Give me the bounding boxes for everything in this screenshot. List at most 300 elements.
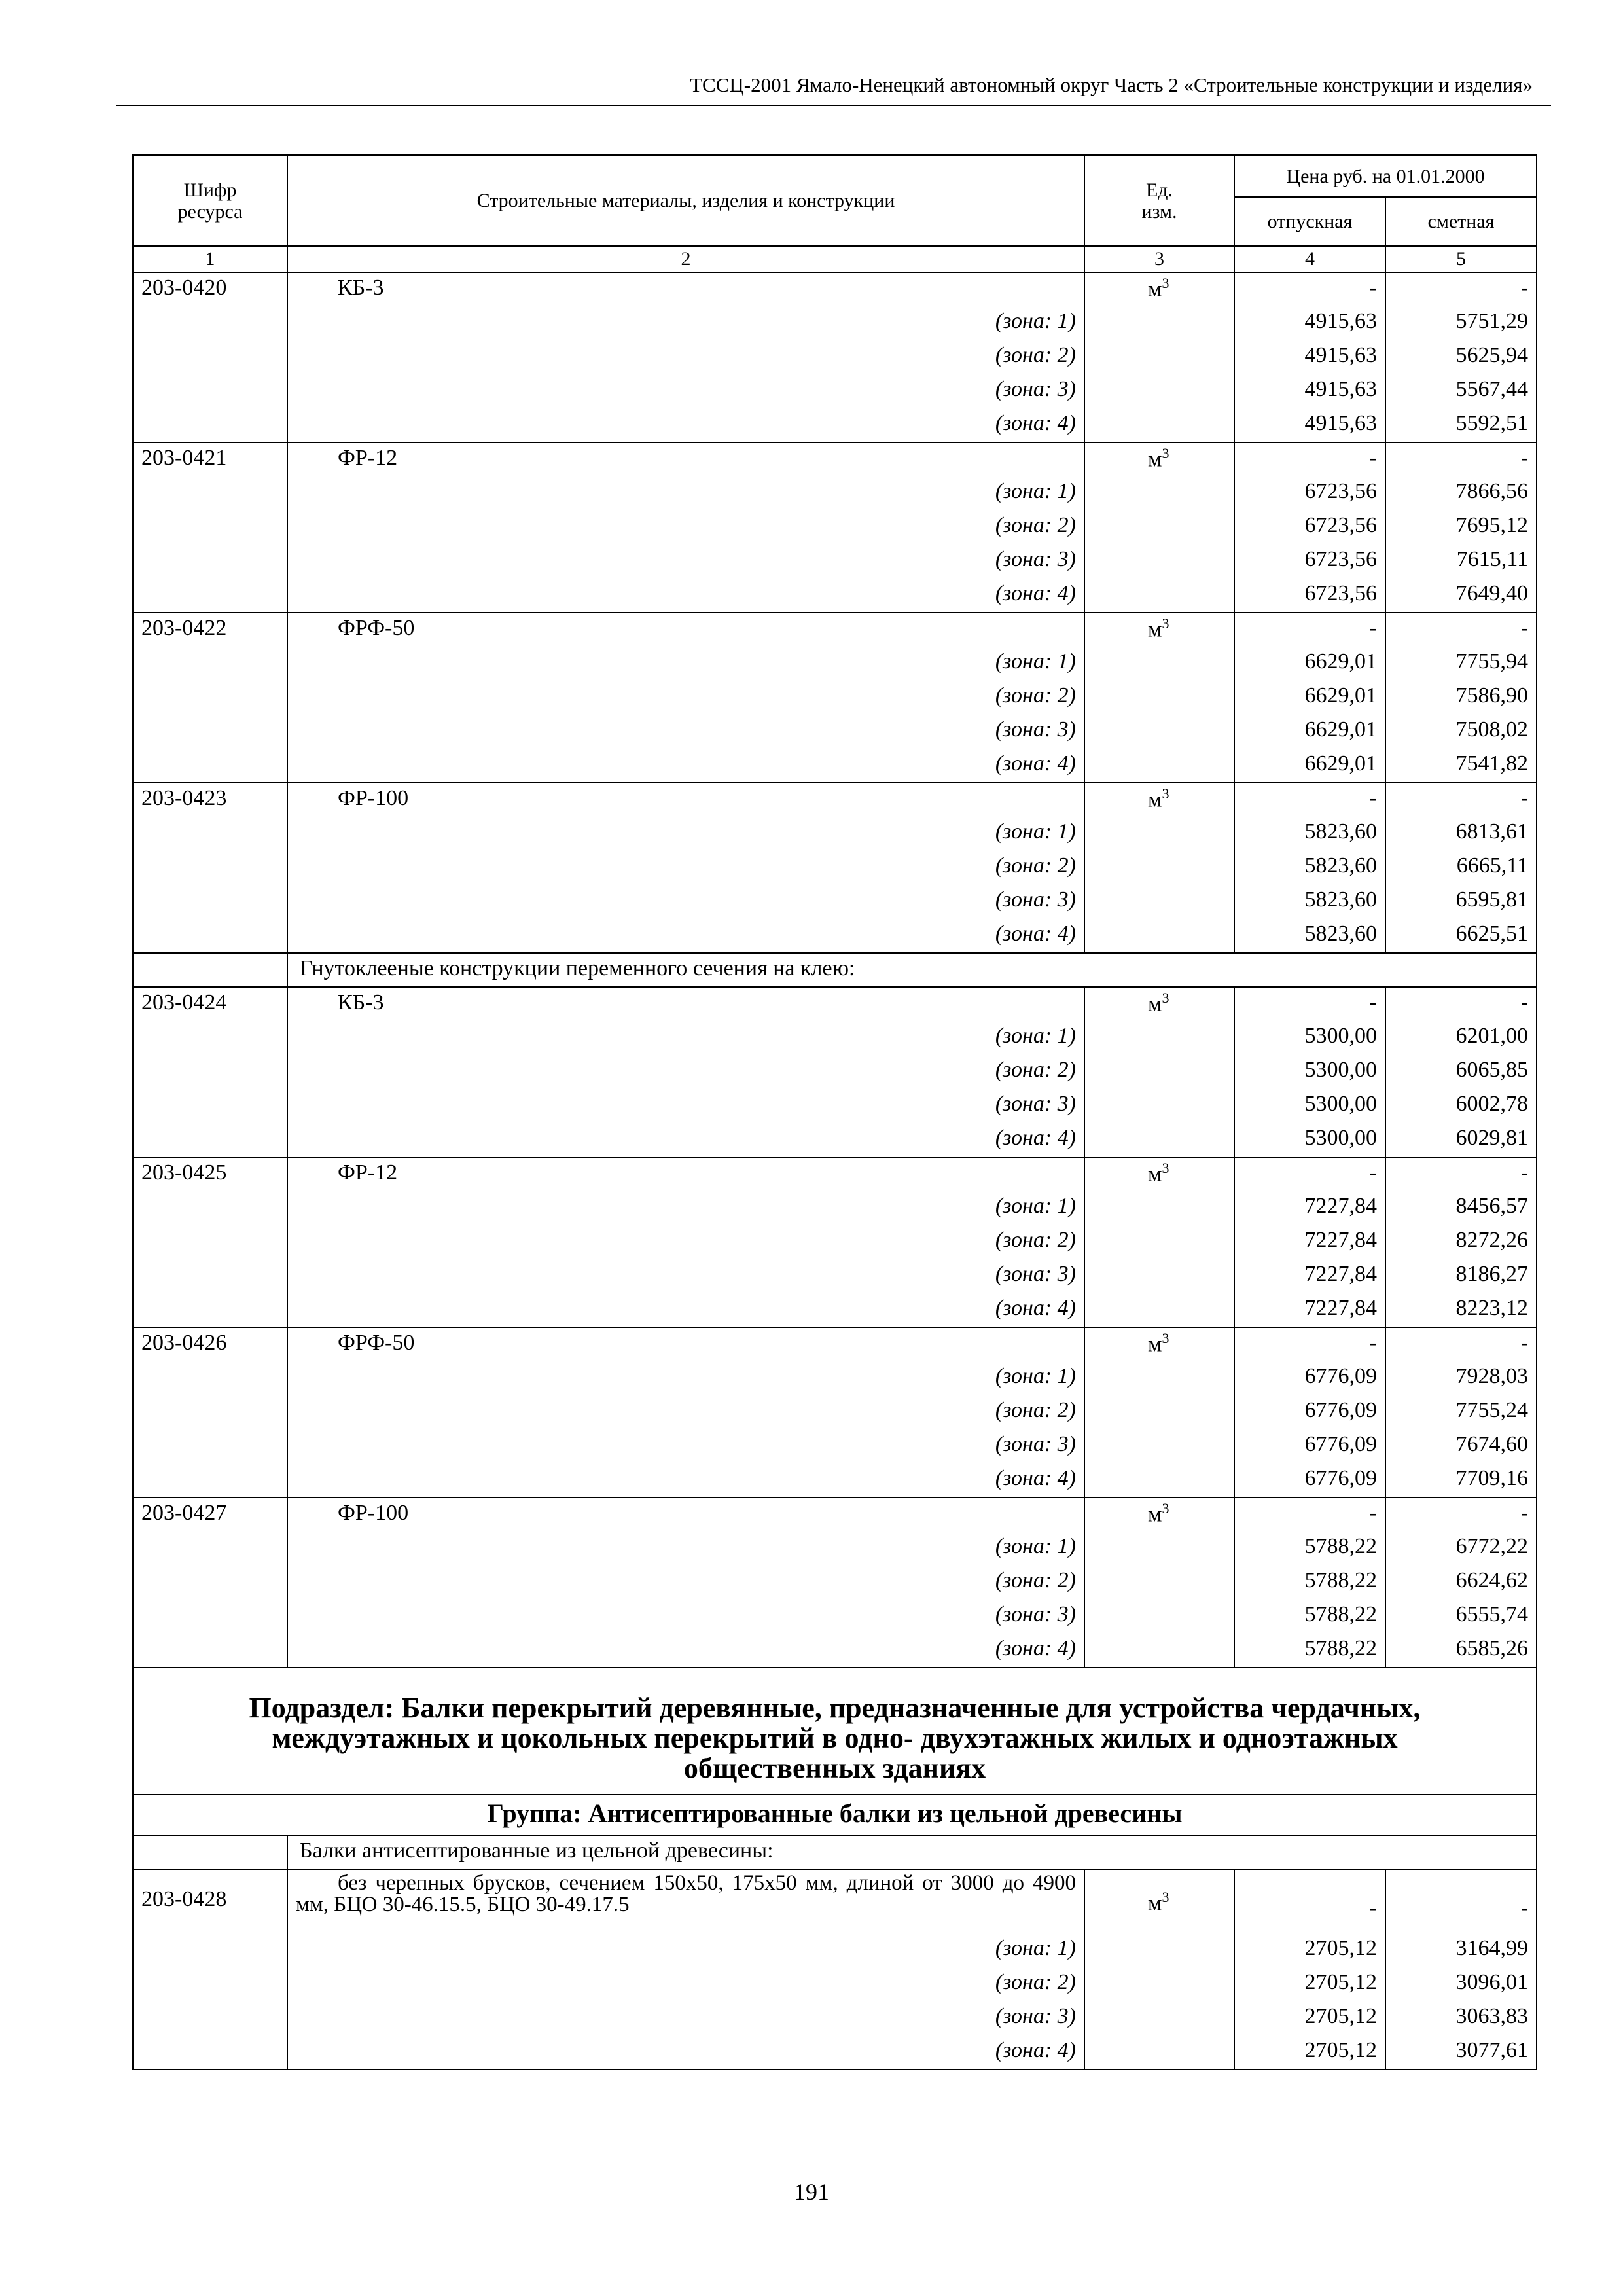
- table-row: [133, 442, 1537, 476]
- unit-cell: [1084, 919, 1234, 953]
- estimate-price: -: [1385, 613, 1537, 647]
- unit-power: 3: [1162, 275, 1169, 291]
- code-cell: [133, 1021, 287, 1055]
- column-number: 1: [133, 246, 287, 272]
- header-name: Строительные материалы, изделия и конструкции: [287, 155, 1084, 246]
- table-row: [133, 579, 1537, 613]
- estimate-price: -: [1385, 1157, 1537, 1191]
- header-unit: Ед. изм.: [1084, 155, 1234, 246]
- code-cell: [133, 1429, 287, 1463]
- table-row: [133, 1259, 1537, 1293]
- resource-code: 203-0423: [133, 783, 287, 817]
- estimate-price: 7866,56: [1385, 476, 1537, 511]
- code-cell: [133, 647, 287, 681]
- estimate-price: 6624,62: [1385, 1566, 1537, 1600]
- unit-power: 3: [1162, 1330, 1169, 1346]
- table-row: [133, 1191, 1537, 1225]
- zone-label: (зона: 2): [287, 1566, 1084, 1600]
- group-title: Группа: Антисептированные балки из цельной древесины: [133, 1795, 1537, 1835]
- code-cell: [133, 1933, 287, 1967]
- release-price: 6723,56: [1234, 545, 1385, 579]
- unit-cell: [1084, 442, 1234, 476]
- zone-label: (зона: 3): [287, 545, 1084, 579]
- unit-cell: [1084, 749, 1234, 783]
- table-row: [133, 408, 1537, 442]
- zone-label: (зона: 1): [287, 817, 1084, 851]
- estimate-price: 8223,12: [1385, 1293, 1537, 1327]
- unit-cell: [1084, 681, 1234, 715]
- resource-code: 203-0426: [133, 1327, 287, 1361]
- unit-cell: [1084, 647, 1234, 681]
- release-price: 5823,60: [1234, 885, 1385, 919]
- code-cell: [133, 1055, 287, 1089]
- zone-label: (зона: 2): [287, 340, 1084, 374]
- code-cell: [133, 340, 287, 374]
- unit-label: м: [1148, 277, 1162, 302]
- zone-label: (зона: 3): [287, 2001, 1084, 2036]
- estimate-price: 3164,99: [1385, 1933, 1537, 1967]
- table-row: [133, 647, 1537, 681]
- table-row: [133, 1225, 1537, 1259]
- table-row: [133, 1123, 1537, 1157]
- section-note: Балки антисептированные из цельной древесины:: [287, 1835, 1537, 1869]
- zone-label: (зона: 1): [287, 647, 1084, 681]
- unit-label: м: [1148, 617, 1162, 642]
- unit-cell: [1084, 340, 1234, 374]
- resource-code: 203-0420: [133, 272, 287, 306]
- resource-name: ФРФ-50: [287, 1327, 1084, 1361]
- estimate-price: 5567,44: [1385, 374, 1537, 408]
- header-code: Шифр ресурса: [133, 155, 287, 246]
- unit-power: 3: [1162, 1500, 1169, 1516]
- release-price: 6629,01: [1234, 647, 1385, 681]
- table-row: [133, 1835, 1537, 1869]
- unit-cell: [1084, 1055, 1234, 1089]
- estimate-price: -: [1385, 272, 1537, 306]
- table-row: [133, 749, 1537, 783]
- table-row: [133, 272, 1537, 306]
- code-cell: [133, 749, 287, 783]
- code-cell: [133, 953, 287, 987]
- unit-power: 3: [1162, 785, 1169, 802]
- unit-cell: [1084, 1259, 1234, 1293]
- release-price: -: [1234, 987, 1385, 1021]
- estimate-price: 3096,01: [1385, 1967, 1537, 2001]
- table-row: [133, 885, 1537, 919]
- price-table: [132, 154, 1537, 2070]
- release-price: 6629,01: [1234, 681, 1385, 715]
- unit-cell: [1084, 1634, 1234, 1668]
- table-row: [133, 817, 1537, 851]
- unit-cell: [1084, 1123, 1234, 1157]
- table-row: [133, 681, 1537, 715]
- estimate-price: -: [1385, 1498, 1537, 1532]
- table-row: [133, 1869, 1537, 1933]
- release-price: 5300,00: [1234, 1089, 1385, 1123]
- table-row: [133, 715, 1537, 749]
- unit-cell: [1084, 1869, 1234, 1933]
- resource-code: 203-0421: [133, 442, 287, 476]
- zone-label: (зона: 4): [287, 1463, 1084, 1498]
- code-cell: [133, 851, 287, 885]
- unit-cell: [1084, 579, 1234, 613]
- unit-cell: [1084, 1021, 1234, 1055]
- estimate-price: 8272,26: [1385, 1225, 1537, 1259]
- unit-cell: [1084, 1463, 1234, 1498]
- table-row: [133, 1089, 1537, 1123]
- release-price: 5788,22: [1234, 1566, 1385, 1600]
- release-price: 5823,60: [1234, 851, 1385, 885]
- unit-cell: [1084, 1395, 1234, 1429]
- table-row: [133, 1055, 1537, 1089]
- release-price: 6723,56: [1234, 476, 1385, 511]
- unit-cell: [1084, 1327, 1234, 1361]
- release-price: 6776,09: [1234, 1463, 1385, 1498]
- release-price: 6776,09: [1234, 1395, 1385, 1429]
- release-price: -: [1234, 1869, 1385, 1933]
- release-price: 5788,22: [1234, 1634, 1385, 1668]
- code-cell: [133, 1835, 287, 1869]
- estimate-price: 7709,16: [1385, 1463, 1537, 1498]
- zone-label: (зона: 4): [287, 919, 1084, 953]
- subsection-title: Подраздел: Балки перекрытий деревянные, предназначенные для устройства чердачных, междуэтажных и цокольных перекрытий в одно- двухэтажных жилых и одноэтажных общественных зданиях: [133, 1668, 1537, 1795]
- release-price: 6723,56: [1234, 579, 1385, 613]
- zone-label: (зона: 4): [287, 749, 1084, 783]
- unit-label: м: [1148, 447, 1162, 472]
- resource-name: КБ-3: [287, 272, 1084, 306]
- unit-label: м: [1148, 1502, 1162, 1527]
- zone-label: (зона: 1): [287, 1191, 1084, 1225]
- estimate-price: -: [1385, 442, 1537, 476]
- resource-code: 203-0425: [133, 1157, 287, 1191]
- zone-label: (зона: 2): [287, 681, 1084, 715]
- zone-label: (зона: 3): [287, 1429, 1084, 1463]
- unit-cell: [1084, 817, 1234, 851]
- release-price: 2705,12: [1234, 2001, 1385, 2036]
- resource-name: ФР-100: [287, 1498, 1084, 1532]
- release-price: 5300,00: [1234, 1021, 1385, 1055]
- release-price: 7227,84: [1234, 1191, 1385, 1225]
- unit-cell: [1084, 885, 1234, 919]
- column-number: 2: [287, 246, 1084, 272]
- table-row: [133, 1429, 1537, 1463]
- release-price: -: [1234, 272, 1385, 306]
- zone-label: (зона: 3): [287, 885, 1084, 919]
- estimate-price: 6002,78: [1385, 1089, 1537, 1123]
- zone-label: (зона: 1): [287, 476, 1084, 511]
- estimate-price: 5592,51: [1385, 408, 1537, 442]
- unit-cell: [1084, 851, 1234, 885]
- release-price: 6629,01: [1234, 749, 1385, 783]
- estimate-price: 7586,90: [1385, 681, 1537, 715]
- zone-label: (зона: 2): [287, 1967, 1084, 2001]
- code-cell: [133, 374, 287, 408]
- code-cell: [133, 1566, 287, 1600]
- table-row: [133, 374, 1537, 408]
- estimate-price: 8186,27: [1385, 1259, 1537, 1293]
- unit-cell: [1084, 374, 1234, 408]
- unit-cell: [1084, 1967, 1234, 2001]
- estimate-price: 6665,11: [1385, 851, 1537, 885]
- resource-name: ФР-12: [287, 442, 1084, 476]
- zone-label: (зона: 3): [287, 1259, 1084, 1293]
- resource-name: ФРФ-50: [287, 613, 1084, 647]
- table-row: [133, 783, 1537, 817]
- resource-code: 203-0427: [133, 1498, 287, 1532]
- unit-label: м: [1148, 1891, 1162, 1916]
- release-price: 5788,22: [1234, 1600, 1385, 1634]
- resource-name: без черепных брусков, сечением 150х50, 175х50 мм, длиной от 3000 до 4900 мм, БЦО 30-46.15.5, БЦО 30-49.17.5: [287, 1869, 1084, 1933]
- unit-power: 3: [1162, 1160, 1169, 1176]
- release-price: -: [1234, 1327, 1385, 1361]
- table-row: [133, 1157, 1537, 1191]
- zone-label: (зона: 2): [287, 1225, 1084, 1259]
- estimate-price: -: [1385, 1327, 1537, 1361]
- header-release-price: отпускная: [1234, 197, 1385, 246]
- table-row: [133, 1566, 1537, 1600]
- code-cell: [133, 715, 287, 749]
- release-price: -: [1234, 1157, 1385, 1191]
- release-price: 5300,00: [1234, 1055, 1385, 1089]
- header-estimate-price: сметная: [1385, 197, 1537, 246]
- resource-code: 203-0428: [133, 1869, 287, 1933]
- estimate-price: 6555,74: [1385, 1600, 1537, 1634]
- unit-power: 3: [1162, 445, 1169, 461]
- unit-label: м: [1148, 787, 1162, 812]
- release-price: 2705,12: [1234, 1967, 1385, 2001]
- unit-cell: [1084, 1089, 1234, 1123]
- table-row: [133, 1293, 1537, 1327]
- code-cell: [133, 885, 287, 919]
- unit-cell: [1084, 306, 1234, 340]
- unit-power: 3: [1162, 990, 1169, 1006]
- estimate-price: 6595,81: [1385, 885, 1537, 919]
- code-cell: [133, 1967, 287, 2001]
- estimate-price: 7695,12: [1385, 511, 1537, 545]
- code-cell: [133, 1089, 287, 1123]
- unit-label: м: [1148, 1162, 1162, 1187]
- estimate-price: 5625,94: [1385, 340, 1537, 374]
- release-price: 5823,60: [1234, 817, 1385, 851]
- code-cell: [133, 476, 287, 511]
- estimate-price: 7649,40: [1385, 579, 1537, 613]
- release-price: -: [1234, 1498, 1385, 1532]
- unit-cell: [1084, 1498, 1234, 1532]
- unit-cell: [1084, 613, 1234, 647]
- estimate-price: -: [1385, 987, 1537, 1021]
- estimate-price: 6813,61: [1385, 817, 1537, 851]
- code-cell: [133, 1361, 287, 1395]
- code-cell: [133, 2001, 287, 2036]
- code-cell: [133, 919, 287, 953]
- column-number: 3: [1084, 246, 1234, 272]
- zone-label: (зона: 2): [287, 1055, 1084, 1089]
- estimate-price: -: [1385, 783, 1537, 817]
- unit-cell: [1084, 1600, 1234, 1634]
- zone-label: (зона: 4): [287, 1123, 1084, 1157]
- table-row: [133, 919, 1537, 953]
- unit-cell: [1084, 1361, 1234, 1395]
- zone-label: (зона: 2): [287, 511, 1084, 545]
- resource-name: ФР-100: [287, 783, 1084, 817]
- unit-cell: [1084, 1293, 1234, 1327]
- unit-cell: [1084, 511, 1234, 545]
- code-cell: [133, 1395, 287, 1429]
- code-cell: [133, 545, 287, 579]
- release-price: 4915,63: [1234, 340, 1385, 374]
- zone-label: (зона: 3): [287, 715, 1084, 749]
- unit-cell: [1084, 408, 1234, 442]
- unit-label: м: [1148, 1332, 1162, 1357]
- zone-label: (зона: 4): [287, 2036, 1084, 2070]
- column-number: 4: [1234, 246, 1385, 272]
- release-price: 5300,00: [1234, 1123, 1385, 1157]
- zone-label: (зона: 4): [287, 1634, 1084, 1668]
- unit-cell: [1084, 987, 1234, 1021]
- unit-cell: [1084, 545, 1234, 579]
- table-row: [133, 2036, 1537, 2070]
- table-row: [133, 306, 1537, 340]
- zone-label: (зона: 3): [287, 1089, 1084, 1123]
- code-cell: [133, 1463, 287, 1498]
- release-price: 6723,56: [1234, 511, 1385, 545]
- code-cell: [133, 817, 287, 851]
- code-cell: [133, 1293, 287, 1327]
- estimate-price: 6029,81: [1385, 1123, 1537, 1157]
- unit-label: м: [1148, 992, 1162, 1016]
- estimate-price: 3063,83: [1385, 2001, 1537, 2036]
- code-cell: [133, 1634, 287, 1668]
- table-row: [133, 1395, 1537, 1429]
- unit-cell: [1084, 1566, 1234, 1600]
- estimate-price: -: [1385, 1869, 1537, 1933]
- zone-label: (зона: 2): [287, 1395, 1084, 1429]
- release-price: 6776,09: [1234, 1429, 1385, 1463]
- unit-power: 3: [1162, 1889, 1169, 1905]
- estimate-price: 3077,61: [1385, 2036, 1537, 2070]
- section-note: Гнутоклееные конструкции переменного сечения на клею:: [287, 953, 1537, 987]
- unit-cell: [1084, 272, 1234, 306]
- zone-label: (зона: 3): [287, 374, 1084, 408]
- unit-cell: [1084, 2001, 1234, 2036]
- estimate-price: 7928,03: [1385, 1361, 1537, 1395]
- release-price: 7227,84: [1234, 1293, 1385, 1327]
- estimate-price: 6585,26: [1385, 1634, 1537, 1668]
- code-cell: [133, 1259, 287, 1293]
- release-price: -: [1234, 442, 1385, 476]
- header-price: Цена руб. на 01.01.2000: [1234, 155, 1537, 197]
- table-row: [133, 1668, 1537, 1795]
- unit-cell: [1084, 1157, 1234, 1191]
- zone-label: (зона: 1): [287, 1532, 1084, 1566]
- zone-label: (зона: 1): [287, 306, 1084, 340]
- unit-cell: [1084, 783, 1234, 817]
- estimate-price: 6625,51: [1385, 919, 1537, 953]
- unit-cell: [1084, 476, 1234, 511]
- table-row: [133, 851, 1537, 885]
- code-cell: [133, 408, 287, 442]
- release-price: 6629,01: [1234, 715, 1385, 749]
- zone-label: (зона: 4): [287, 579, 1084, 613]
- table-row: [133, 1327, 1537, 1361]
- table-row: [133, 1361, 1537, 1395]
- zone-label: (зона: 4): [287, 408, 1084, 442]
- table-row: [133, 545, 1537, 579]
- unit-cell: [1084, 1191, 1234, 1225]
- table-row: [133, 476, 1537, 511]
- release-price: 2705,12: [1234, 1933, 1385, 1967]
- code-cell: [133, 2036, 287, 2070]
- estimate-price: 7755,94: [1385, 647, 1537, 681]
- table-row: [133, 1634, 1537, 1668]
- column-number: 5: [1385, 246, 1537, 272]
- table-row: [133, 1933, 1537, 1967]
- code-cell: [133, 579, 287, 613]
- unit-cell: [1084, 715, 1234, 749]
- release-price: 4915,63: [1234, 374, 1385, 408]
- code-cell: [133, 1123, 287, 1157]
- zone-label: (зона: 3): [287, 1600, 1084, 1634]
- estimate-price: 7615,11: [1385, 545, 1537, 579]
- table-row: [133, 953, 1537, 987]
- zone-label: (зона: 1): [287, 1933, 1084, 1967]
- running-header-title: ТССЦ-2001 Ямало-Ненецкий автономный округ Часть 2 «Строительные конструкции и изделия»: [690, 73, 1533, 96]
- table-row: [133, 1967, 1537, 2001]
- zone-label: (зона: 1): [287, 1021, 1084, 1055]
- table-row: [133, 1795, 1537, 1835]
- release-price: 7227,84: [1234, 1225, 1385, 1259]
- estimate-price: 7508,02: [1385, 715, 1537, 749]
- estimate-price: 7541,82: [1385, 749, 1537, 783]
- page-number: 191: [794, 2179, 829, 2205]
- estimate-price: 6772,22: [1385, 1532, 1537, 1566]
- estimate-price: 6201,00: [1385, 1021, 1537, 1055]
- estimate-price: 7674,60: [1385, 1429, 1537, 1463]
- table-row: [133, 1600, 1537, 1634]
- zone-label: (зона: 2): [287, 851, 1084, 885]
- table-row: [133, 1463, 1537, 1498]
- table-row: [133, 613, 1537, 647]
- code-cell: [133, 1532, 287, 1566]
- unit-cell: [1084, 1225, 1234, 1259]
- estimate-price: 7755,24: [1385, 1395, 1537, 1429]
- unit-cell: [1084, 1532, 1234, 1566]
- unit-cell: [1084, 1429, 1234, 1463]
- release-price: 6776,09: [1234, 1361, 1385, 1395]
- resource-code: 203-0424: [133, 987, 287, 1021]
- table-row: [133, 1498, 1537, 1532]
- table-row: [133, 1532, 1537, 1566]
- release-price: -: [1234, 613, 1385, 647]
- zone-label: (зона: 1): [287, 1361, 1084, 1395]
- code-cell: [133, 1600, 287, 1634]
- table-row: [133, 340, 1537, 374]
- table-row: [133, 511, 1537, 545]
- code-cell: [133, 1191, 287, 1225]
- table-body: [133, 272, 1537, 2070]
- estimate-price: 8456,57: [1385, 1191, 1537, 1225]
- code-cell: [133, 511, 287, 545]
- release-price: 4915,63: [1234, 408, 1385, 442]
- code-cell: [133, 1225, 287, 1259]
- resource-name: КБ-3: [287, 987, 1084, 1021]
- unit-cell: [1084, 2036, 1234, 2070]
- table-row: [133, 1021, 1537, 1055]
- estimate-price: 5751,29: [1385, 306, 1537, 340]
- zone-label: (зона: 4): [287, 1293, 1084, 1327]
- resource-code: 203-0422: [133, 613, 287, 647]
- release-price: 7227,84: [1234, 1259, 1385, 1293]
